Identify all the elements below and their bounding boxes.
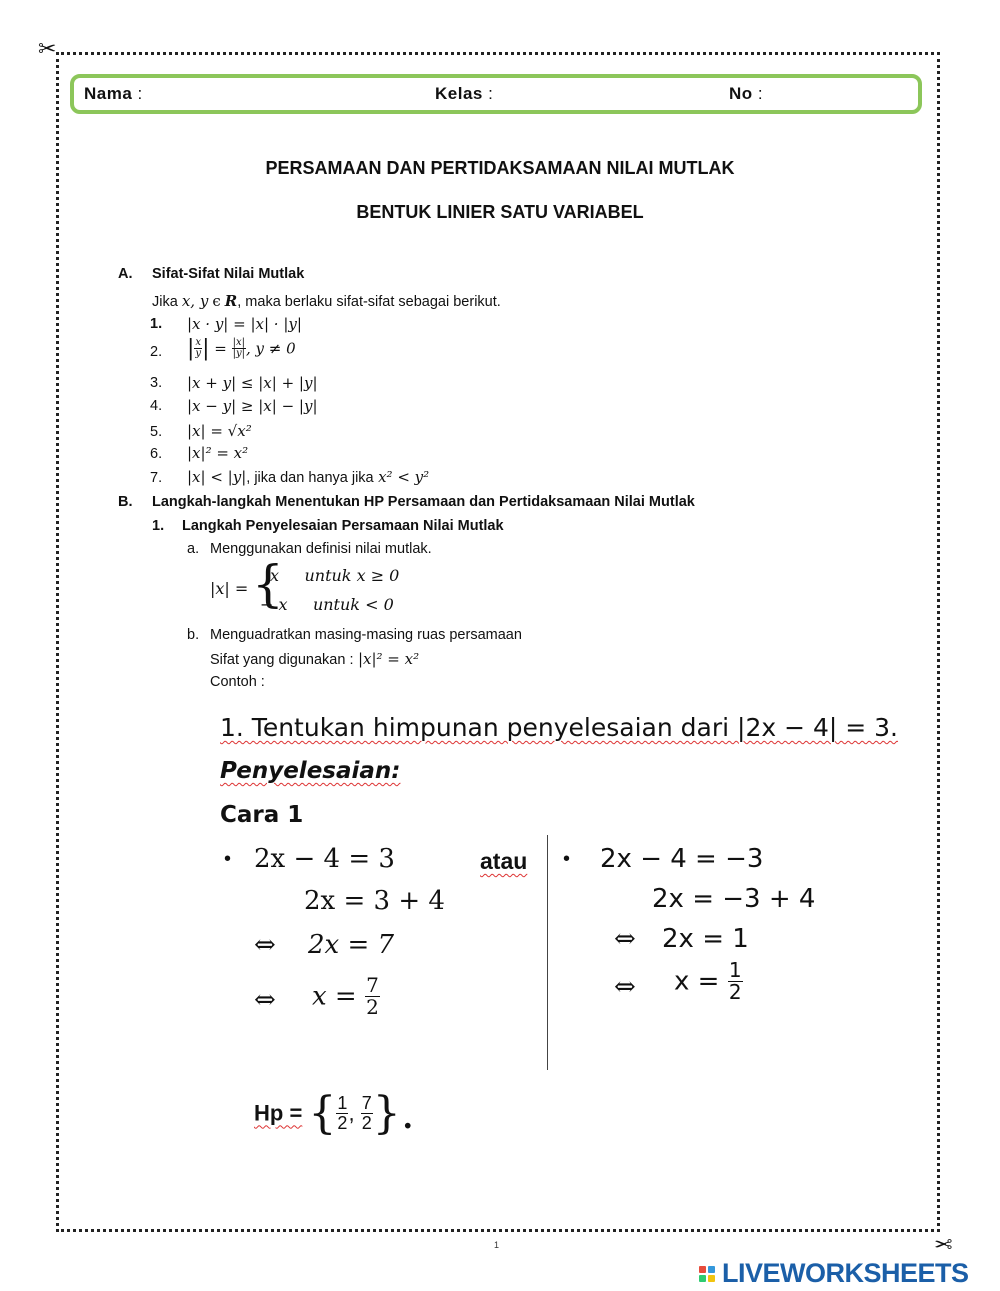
equivalence-icon: ⇔ (254, 930, 276, 960)
sifat-line: Sifat yang digunakan : |x|² = x² (210, 650, 420, 668)
property-expr: |x · y| = |x| · |y| (187, 315, 302, 333)
right-step-4: x = $\frac{1}{2}$ (674, 958, 742, 1004)
property-number: 3. (150, 375, 163, 391)
solution-set: Hp = { $\frac{1}{2}$ , $\frac{7}{2}$ }. (254, 1088, 415, 1139)
left-step-4: x = $\frac{7}{2}$ (312, 973, 379, 1019)
absolute-value-definition: |x| = { x untuk x ≥ 0 − x untuk < 0 (210, 555, 400, 614)
section-b-heading: Langkah-langkah Menentukan HP Persamaan dan Pertidaksamaan Nilai Mutlak (152, 494, 695, 510)
penyelesaian-label: Penyelesaian: (220, 758, 401, 784)
section-a-heading: Sifat-Sifat Nilai Mutlak (152, 266, 305, 282)
page-title: PERSAMAAN DAN PERTIDAKSAMAAN NILAI MUTLAK (265, 158, 735, 178)
cara-label: Cara 1 (220, 802, 304, 828)
page-number: 1 (494, 1240, 500, 1250)
no-label: No : (729, 84, 764, 103)
property-number: 7. (150, 470, 163, 486)
equivalence-icon: ⇔ (614, 924, 636, 954)
right-step-3: 2x = 1 (662, 924, 749, 954)
atau-label: atau (480, 848, 528, 874)
bullet: • (563, 848, 571, 870)
right-step-2: 2x = −3 + 4 (652, 884, 816, 914)
logo-tiles-icon (698, 1265, 718, 1283)
property-expr: |x|² = x² (187, 444, 249, 462)
step-a-letter: a. (187, 541, 200, 557)
section-b-letter: B. (118, 494, 133, 510)
property-expr: |x + y| ≤ |x| + |y| (187, 374, 318, 392)
scissors-icon: ✂ (934, 1231, 953, 1256)
example-question: 1. Tentukan himpunan penyelesaian dari |2x − 4| = 3. (220, 713, 899, 742)
sub-step-heading: Langkah Penyelesaian Persamaan Nilai Mutlak (182, 518, 504, 534)
property-number: 2. (150, 344, 163, 360)
left-step-3: 2x = 7 (308, 930, 395, 960)
liveworksheets-logo: LIVEWORKSHEETS (698, 1258, 969, 1289)
property-expr: |x| = √x² (187, 422, 252, 440)
bullet: • (224, 848, 232, 870)
student-info-box (70, 74, 922, 114)
kelas-label: Kelas : (435, 84, 494, 103)
property-expr: |x| < |y|, jika dan hanya jika x² < y² (187, 468, 430, 486)
right-step-1: 2x − 4 = −3 (600, 844, 764, 874)
property-expr: |x − y| ≥ |x| − |y| (187, 397, 318, 415)
property-number: 4. (150, 398, 163, 414)
property-expr: | $\frac{x}{y}$ | = $\frac{|x|}{|y|}$ , y ≠ 0 (187, 336, 296, 361)
property-number: 1. (150, 316, 163, 332)
nama-label: Nama : (84, 84, 143, 103)
scissors-icon: ✂ (38, 36, 57, 61)
contoh-label: Contoh : (210, 674, 265, 690)
section-a-intro: Jika x, y ϵ R, maka berlaku sifat-sifat sebagai berikut. (152, 292, 501, 310)
section-a-letter: A. (118, 266, 133, 282)
column-divider (547, 835, 548, 1070)
equivalence-icon: ⇔ (614, 972, 636, 1002)
property-number: 5. (150, 424, 163, 440)
equivalence-icon: ⇔ (254, 985, 276, 1015)
step-b-letter: b. (187, 627, 200, 643)
step-b-text: Menguadratkan masing-masing ruas persamaan (210, 627, 522, 643)
left-step-1: 2x − 4 = 3 (254, 844, 395, 874)
page-subtitle: BENTUK LINIER SATU VARIABEL (356, 202, 644, 222)
step-a-text: Menggunakan definisi nilai mutlak. (210, 541, 432, 557)
left-step-2: 2x = 3 + 4 (304, 886, 445, 916)
property-number: 6. (150, 446, 163, 462)
sub-step-number: 1. (152, 518, 165, 534)
